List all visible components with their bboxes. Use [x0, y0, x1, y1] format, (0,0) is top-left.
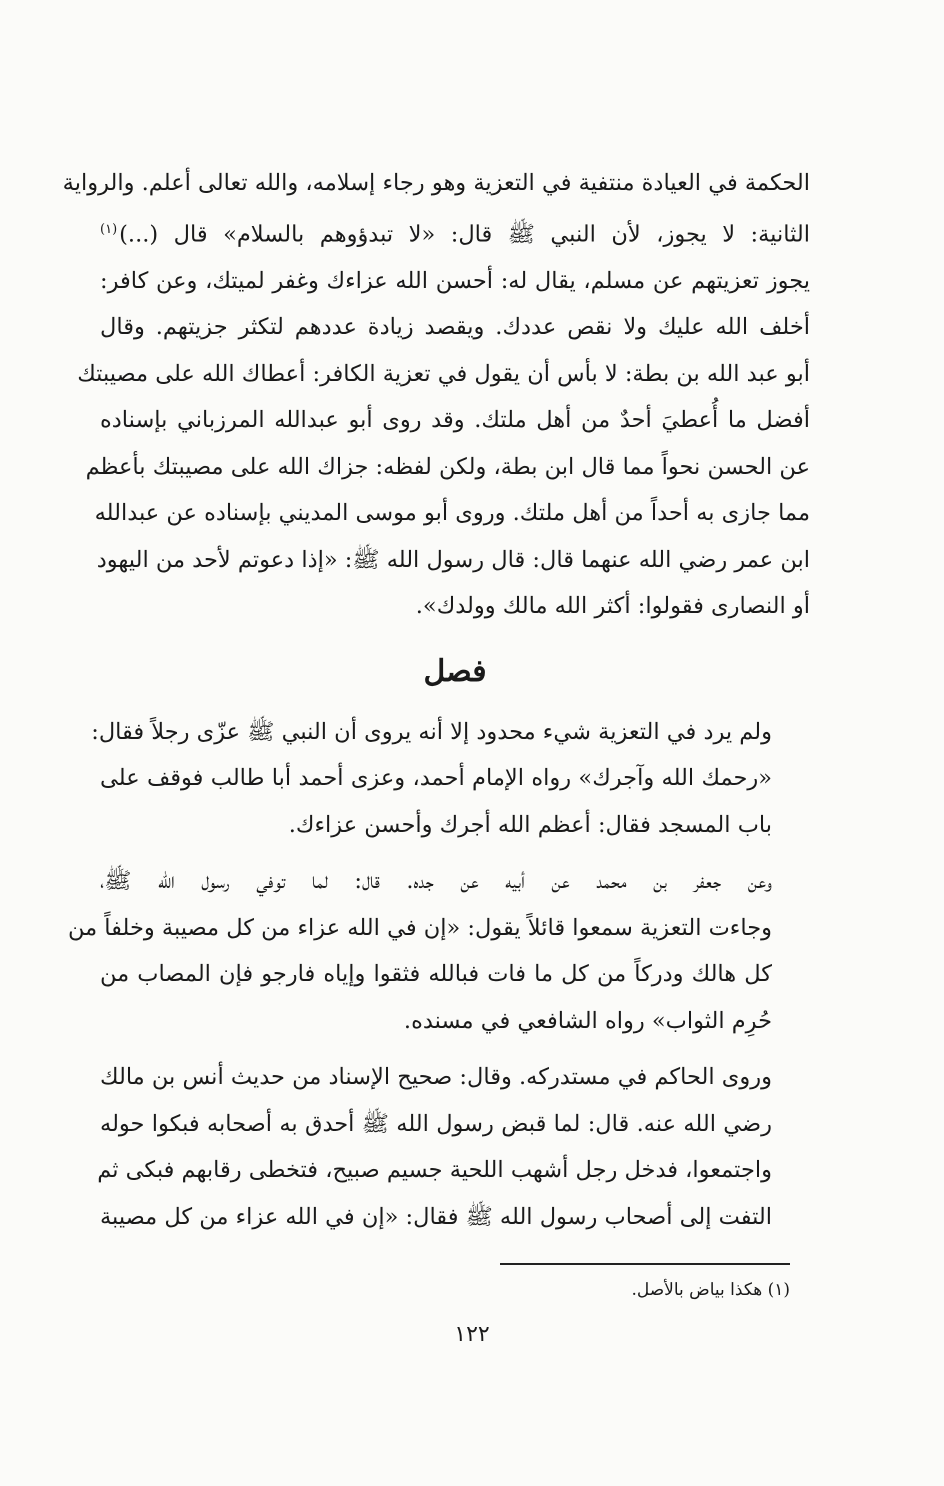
text-line: التفت إلى أصحاب رسول الله ﷺ فقال: «إن في الله عزاء من كل مصيبة	[99, 1203, 772, 1230]
text-line: وجاءت التعزية سمعوا قائلاً يقول: «إن في الله عزاء من كل مصيبة وخلفاً من	[67, 914, 772, 941]
text-line: وروى الحاكم في مستدركه. وقال: صحيح الإسناد من حديث أنس بن مالك	[100, 1064, 772, 1090]
page-number: ١٢٢	[454, 1322, 490, 1347]
text-line: حُرِم الثواب» رواه الشافعي في مسنده.	[403, 1007, 772, 1034]
text-line: أفضل ما أُعطيَ أحدٌ من أهل ملتك. وقد روى أبو عبدالله المرزباني بإسناده	[100, 407, 810, 433]
text-line: عن الحسن نحواً مما قال ابن بطة، ولكن لفظه: جزاك الله على مصيبتك بأعظم	[85, 453, 810, 480]
text-line: رضي الله عنه. قال: لما قبض رسول الله ﷺ أحدق به أصحابه فبكوا حوله	[100, 1110, 772, 1137]
text-line: كل هالك ودركاً من كل ما فات فبالله فثقوا وإياه فارجو فإن المصاب من	[100, 961, 772, 987]
text-line: أو النصارى فقولوا: أكثر الله مالك وولدك».	[415, 593, 810, 619]
text-line	[100, 207, 810, 258]
text-line: واجتمعوا، فدخل رجل أشهب اللحية جسيم صبيح، فتخطى رقابهم فبكى ثم	[97, 1157, 772, 1183]
text-line: «رحمك الله وآجرك» رواه الإمام أحمد، وعزى أحمد أبا طالب فوقف على	[100, 765, 772, 791]
text-line: أخلف الله عليك ولا نقص عددك. ويقصد زيادة عددهم لتكثر جزيتهم. وقال	[100, 314, 810, 340]
text-line: باب المسجد فقال: أعظم الله أجرك وأحسن عزاءك.	[288, 811, 772, 838]
text-line: وعن جعفر بن محمد عن أبيه عن جده. قال: لما توفي رسول الله ﷺ،	[100, 868, 772, 894]
text-line: ولم يرد في التعزية شيء محدود إلا أنه يروى أن النبي ﷺ عزّى رجلاً فقال:	[91, 718, 772, 745]
text-line-content: الثانية: لا يجوز، لأن النبي ﷺ قال: «لا تبدؤوهم بالسلام» قال (...)	[119, 221, 810, 247]
body-text	[62, 160, 810, 1240]
footnote-marker: (١)	[100, 221, 118, 237]
text-line: يجوز تعزيتهم عن مسلم، يقال له: أحسن الله عزاءك وغفر لميتك، وعن كافر:	[100, 267, 810, 294]
paragraph-1	[62, 160, 810, 630]
section-heading: فصل	[423, 653, 487, 689]
footnote: (١) هكذا بياض بالأصل.	[631, 1280, 790, 1300]
paragraph-3	[67, 858, 810, 1044]
paragraph-4	[97, 1054, 810, 1240]
text-line: الحكمة في العيادة منتفية في التعزية وهو رجاء إسلامه، والله تعالى أعلم. والرواية	[62, 170, 810, 196]
paragraph-2	[91, 709, 810, 849]
footnote-divider	[500, 1263, 790, 1265]
text-line: ابن عمر رضي الله عنهما قال: قال رسول الله ﷺ: «إذا دعوتم لأحد من اليهود	[96, 546, 810, 573]
text-line: مما جازى به أحداً من أهل ملتك. وروى أبو موسى المديني بإسناده عن عبدالله	[94, 500, 810, 526]
text-line: أبو عبد الله بن بطة: لا بأس أن يقول في تعزية الكافر: أعطاك الله على مصيبتك	[77, 360, 810, 387]
